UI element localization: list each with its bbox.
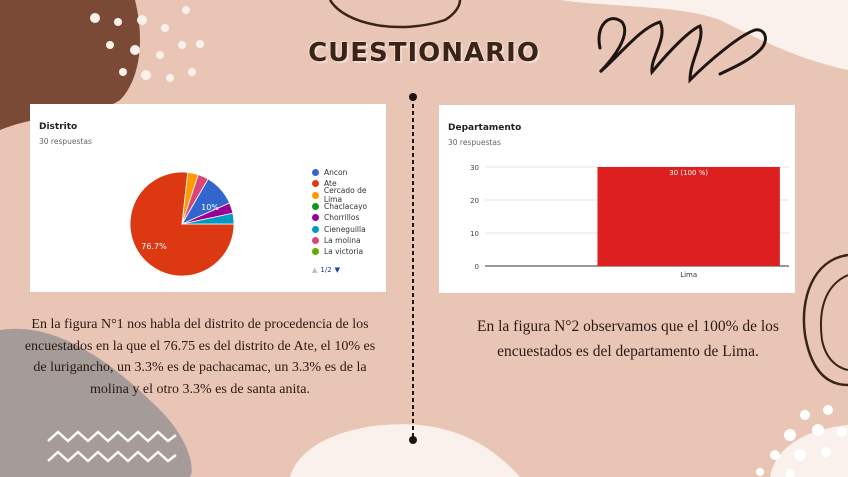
chart-subtitle: 30 respuestas	[448, 138, 501, 147]
legend-item	[312, 167, 386, 178]
legend-swatch	[312, 192, 319, 199]
prev-page-icon[interactable]: ▲	[312, 266, 318, 274]
arc-right-inner	[821, 275, 848, 370]
legend-item	[312, 212, 386, 223]
chart-card-distrito	[30, 104, 386, 292]
bar-chart	[439, 105, 795, 293]
cream-blob-right	[770, 425, 848, 477]
legend-item	[312, 246, 386, 257]
pie-legend	[312, 167, 386, 257]
y-tick-label: 10	[470, 230, 479, 238]
figure2-description: En la figura N°2 observamos que el 100% de los encuestados es del departamento de Lima.	[477, 318, 779, 360]
legend-label: Cercado de Lima	[323, 186, 367, 205]
legend-swatch	[312, 169, 319, 176]
legend-label: Ate	[324, 179, 337, 189]
divider-top-dot	[409, 93, 417, 101]
pie-data-label: 76.7%	[141, 242, 167, 251]
bar-data-label: 30 (100 %)	[669, 169, 709, 177]
bar-lima[interactable]	[597, 167, 779, 266]
figure1-description: En la figura N°1 nos habla del distrito de procedencia de los encuestados en la que el 76.75 es del distrito de Ate, el 10% es de lurigancho, un 3.3% es de pachacamac, un 3.3% es de la molina y el otro 3.3% es de santa anita.	[24, 317, 376, 397]
legend-pager	[312, 266, 340, 274]
y-tick-label: 0	[474, 263, 479, 271]
legend-item	[312, 223, 386, 234]
legend-label: La molina	[324, 235, 361, 245]
legend-label: Ancon	[324, 168, 348, 178]
chart-subtitle: 30 respuestas	[39, 137, 92, 146]
legend-label: Chorrillos	[324, 213, 360, 223]
arc-top	[330, 0, 460, 27]
legend-swatch	[312, 226, 319, 233]
x-tick-label: Lima	[680, 271, 698, 279]
legend-swatch	[312, 237, 319, 244]
page-title: CUESTIONARIO	[308, 38, 540, 68]
legend-swatch	[312, 180, 319, 187]
y-tick-label: 20	[470, 197, 479, 205]
pager-label: 1/2	[320, 266, 332, 274]
y-tick-label: 30	[470, 164, 479, 172]
legend-swatch	[312, 214, 319, 221]
pie-data-label: 10%	[201, 203, 219, 212]
legend-item	[312, 186, 386, 205]
divider-bottom-dot	[409, 436, 417, 444]
chart-card-departamento	[439, 105, 795, 293]
legend-swatch	[312, 248, 319, 255]
chart-title: Distrito	[39, 122, 78, 132]
legend-swatch	[312, 203, 319, 210]
legend-item	[312, 235, 386, 246]
arc-right	[804, 255, 848, 385]
next-page-icon[interactable]: ▼	[334, 266, 341, 274]
legend-label: Cieneguilla	[324, 224, 366, 234]
legend-label: Chaclacayo	[324, 202, 368, 212]
pie-chart	[120, 162, 250, 292]
legend-label: La victoria	[324, 247, 364, 257]
chart-title: Departamento	[448, 123, 522, 133]
cream-blob-bottom	[290, 424, 520, 477]
